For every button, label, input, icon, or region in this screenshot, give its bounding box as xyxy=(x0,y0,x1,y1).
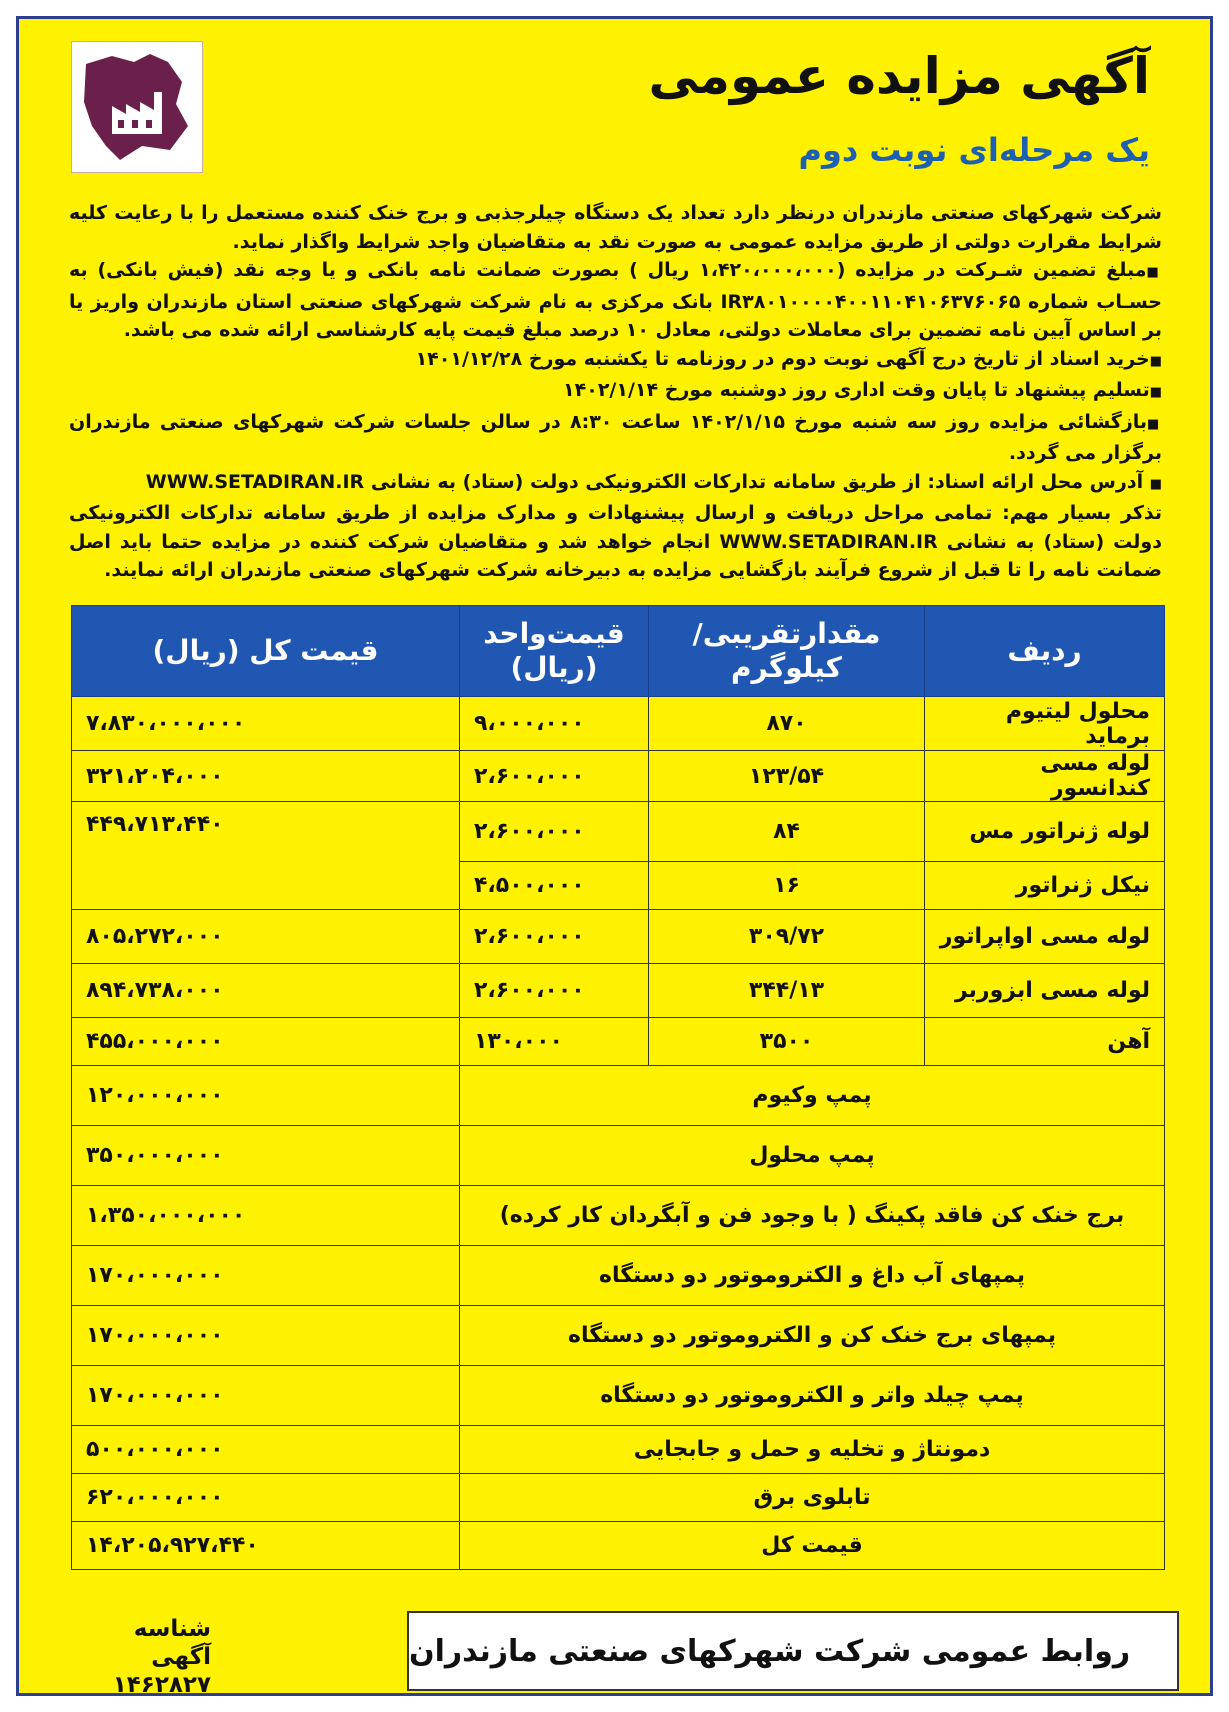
item-total-price: ۳۵۰،۰۰۰،۰۰۰ xyxy=(72,1126,460,1186)
note-text-a: تذکر بسیار مهم: تمامی مراحل دریافت و ارسال پیشنهادات و مدارک مزایده از طریق سامانه تدارکات الکترونیکی دولت (ستاد) به نشانی xyxy=(69,502,1162,553)
table-row xyxy=(72,1306,1165,1366)
item-qty: ۳۴۴/۱۳ xyxy=(649,964,925,1018)
factory-map-icon xyxy=(72,42,202,172)
item-qty: ۸۷۰ xyxy=(649,697,925,751)
merged-item-name: دمونتاژ و تخلیه و حمل و جابجایی xyxy=(460,1426,1165,1474)
item-name: نیکل ژنراتور xyxy=(925,862,1165,910)
table-row xyxy=(72,1366,1165,1426)
ad-id-block xyxy=(71,1615,211,1699)
ad-subtitle: یک مرحله‌ای نوبت دوم xyxy=(798,131,1150,169)
item-total-price: ۱۷۰،۰۰۰،۰۰۰ xyxy=(72,1366,460,1426)
website-link[interactable]: WWW.SETADIRAN.IR xyxy=(145,470,365,493)
guarantee-paragraph: ■ مبلغ تضمین شـرکت در مزایده (۱،۴۲۰،۰۰۰،۰۰۰ ریال ) بصورت ضمانت نامه بانکی و یا وجه نقد (فیش بانکی) به حسـاب شماره IR۳۸۰۱۰۰۰۰۴۰۰۱۱۰۴۱۰۶۳۷۶۰۶۵ بانک مرکزی به نام شرکت شهرکهای صنعتی استان مازندران واریز یا بر اساس آیین نامه تضمین برای معاملات دولتی، معادل ۱۰ درصد مبلغ قیمت پایه کارشناسی ارائه شده می باشد. xyxy=(69,256,1162,345)
website-link[interactable]: WWW.SETADIRAN.IR xyxy=(719,530,938,553)
items-table xyxy=(71,605,1165,1570)
merged-item-name: پمپ وکیوم xyxy=(460,1066,1165,1126)
item-qty: ۳۵۰۰ xyxy=(649,1018,925,1066)
ad-id-label: شناسه آگهی xyxy=(133,1616,211,1670)
item-unit-price: ۹،۰۰۰،۰۰۰ xyxy=(460,697,649,751)
note-text-b: انجام خواهد شد و متقاضیان شرکت کننده در مزایده حتما باید اصل ضمانت نامه را تا قبل از شروع فرآیند بازگشایی مزایده به دبیرخانه شرکت شهرکهای صنعتی مازندران ارائه نمایند. xyxy=(69,530,1162,581)
merged-item-name: پمپ چیلد واتر و الکتروموتور دو دستگاه xyxy=(460,1366,1165,1426)
header-qty: مقدارتقریبی/کیلوگرم xyxy=(649,606,925,697)
ad-id-number: ۱۴۶۲۸۲۷ xyxy=(112,1672,211,1698)
address-text: آدرس محل ارائه اسناد: از طریق سامانه تدارکات الکترونیکی دولت (ستاد) به نشانی xyxy=(370,470,1144,493)
table-row xyxy=(72,910,1165,964)
grand-total-value: ۱۴،۲۰۵،۹۲۷،۴۴۰ xyxy=(72,1522,460,1570)
table-row xyxy=(72,1066,1165,1126)
merged-item-name: تابلوی برق xyxy=(460,1474,1165,1522)
header-row-label: ردیف xyxy=(925,606,1165,697)
item-total-price: ۴۵۵،۰۰۰،۰۰۰ xyxy=(72,1018,460,1066)
ad-header xyxy=(19,19,1210,199)
header-total-price: قیمت کل (ریال) xyxy=(72,606,460,697)
item-total-price: ۶۲۰،۰۰۰،۰۰۰ xyxy=(72,1474,460,1522)
table-row xyxy=(72,1186,1165,1246)
table-row xyxy=(72,802,1165,862)
item-unit-price: ۲،۶۰۰،۰۰۰ xyxy=(460,910,649,964)
item-name: لوله مسی ابزوربر xyxy=(925,964,1165,1018)
item-unit-price: ۴،۵۰۰،۰۰۰ xyxy=(460,862,649,910)
item-name: آهن xyxy=(925,1018,1165,1066)
address-paragraph xyxy=(69,468,1162,500)
table-row xyxy=(72,1126,1165,1186)
header-unit-price xyxy=(460,606,649,697)
header-unit-line1: قیمت‌واحد xyxy=(483,617,625,650)
ad-body-text xyxy=(69,199,1162,585)
item-qty: ۱۲۳/۵۴ xyxy=(649,751,925,802)
document-purchase-date: ■ خرید اسناد از تاریخ درج آگهی نوبت دوم در روزنامه تا یکشنبه مورخ ۱۴۰۱/۱۲/۲۸ xyxy=(69,345,1162,377)
merged-item-name: پمپ محلول xyxy=(460,1126,1165,1186)
table-row xyxy=(72,1474,1165,1522)
item-total-price: ۸۰۵،۲۷۲،۰۰۰ xyxy=(72,910,460,964)
item-name: محلول لیتیوم برماید xyxy=(925,697,1165,751)
table-row xyxy=(72,1246,1165,1306)
item-unit-price: ۲،۶۰۰،۰۰۰ xyxy=(460,802,649,862)
grand-total-row xyxy=(72,1522,1165,1570)
item-name: لوله ژنراتور مس xyxy=(925,802,1165,862)
grand-total-label: قیمت کل xyxy=(460,1522,1165,1570)
item-total-price: ۴۴۹،۷۱۳،۴۴۰ xyxy=(72,802,460,910)
table-row xyxy=(72,964,1165,1018)
item-total-price: ۱۷۰،۰۰۰،۰۰۰ xyxy=(72,1246,460,1306)
item-total-price: ۸۹۴،۷۳۸،۰۰۰ xyxy=(72,964,460,1018)
ad-title: آگهی مزایده عمومی xyxy=(648,47,1150,105)
item-total-price: ۱۲۰،۰۰۰،۰۰۰ xyxy=(72,1066,460,1126)
item-qty: ۸۴ xyxy=(649,802,925,862)
table-row xyxy=(72,1426,1165,1474)
item-qty: ۳۰۹/۷۲ xyxy=(649,910,925,964)
submission-deadline: ■ تسلیم پیشنهاد تا پایان وقت اداری روز دوشنبه مورخ ۱۴۰۲/۱/۱۴ xyxy=(69,376,1162,408)
item-total-price: ۷،۸۳۰،۰۰۰،۰۰۰ xyxy=(72,697,460,751)
item-total-price: ۳۲۱،۲۰۴،۰۰۰ xyxy=(72,751,460,802)
item-total-price: ۱۷۰،۰۰۰،۰۰۰ xyxy=(72,1306,460,1366)
opening-date: ■ بازگشائی مزایده روز سه شنبه مورخ ۱۴۰۲/۱/۱۵ ساعت ۸:۳۰ در سالن جلسات شرکت شهرکهای صنعتی مازندران برگزار می گردد. xyxy=(69,408,1162,468)
item-unit-price: ۱۳۰،۰۰۰ xyxy=(460,1018,649,1066)
item-unit-price: ۲،۶۰۰،۰۰۰ xyxy=(460,751,649,802)
table-header-row xyxy=(72,606,1165,697)
table-row xyxy=(72,751,1165,802)
merged-item-name: برج خنک کن فاقد پکینگ ( با وجود فن و آبگردان کار کرده) xyxy=(460,1186,1165,1246)
item-name: لوله مسی کندانسور xyxy=(925,751,1165,802)
merged-item-name: پمپهای برج خنک کن و الکتروموتور دو دستگاه xyxy=(460,1306,1165,1366)
company-logo xyxy=(71,41,203,173)
item-total-price: ۱،۳۵۰،۰۰۰،۰۰۰ xyxy=(72,1186,460,1246)
table-row xyxy=(72,697,1165,751)
header-unit-line2: (ریال) xyxy=(510,651,598,684)
item-qty: ۱۶ xyxy=(649,862,925,910)
intro-paragraph: شرکت شهرکهای صنعتی مازندران درنظر دارد تعداد یک دستگاه چیلرجذبی و برج خنک کننده مستعمل را با رعایت کلیه شرایط مقرارت دولتی از طریق مزایده عمومی به صورت نقد به متقاضیان واجد شرایط واگذار نماید. xyxy=(69,202,1162,253)
item-name: لوله مسی اواپراتور xyxy=(925,910,1165,964)
public-relations-signature: روابط عمومی شرکت شهرکهای صنعتی مازندران xyxy=(407,1611,1179,1691)
ad-frame xyxy=(16,16,1213,1696)
item-total-price: ۵۰۰،۰۰۰،۰۰۰ xyxy=(72,1426,460,1474)
important-note xyxy=(69,499,1162,585)
item-unit-price: ۲،۶۰۰،۰۰۰ xyxy=(460,964,649,1018)
merged-item-name: پمپهای آب داغ و الکتروموتور دو دستگاه xyxy=(460,1246,1165,1306)
table-row xyxy=(72,1018,1165,1066)
